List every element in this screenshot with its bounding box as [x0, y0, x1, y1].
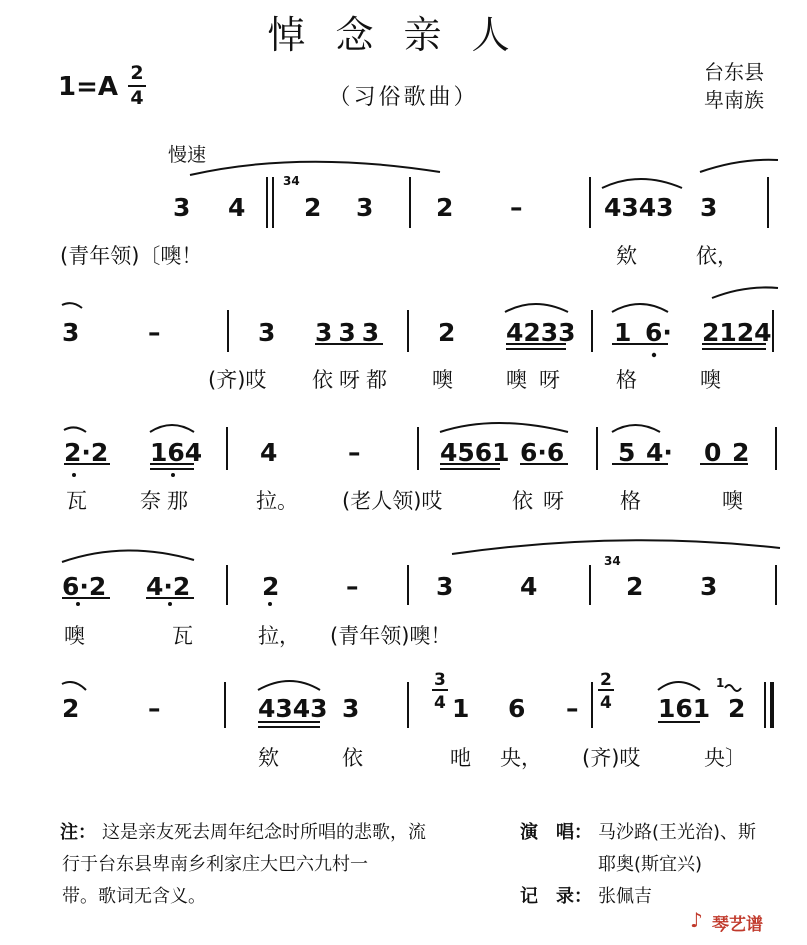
note: 6·	[645, 318, 672, 347]
note: 3	[342, 694, 360, 723]
lyric: 央〕	[704, 746, 746, 770]
note-group: 4343	[604, 193, 674, 222]
singer-names: 马沙路(王光治)、斯	[598, 822, 757, 843]
lyric: (齐)哎	[208, 368, 267, 392]
note: 3	[258, 318, 276, 347]
slur	[62, 682, 86, 690]
dash: –	[148, 318, 161, 347]
slur	[712, 287, 778, 298]
time-change-top: 3	[434, 670, 446, 690]
lyric: (青年领)噢！	[330, 624, 452, 648]
recorder-name: 张佩吉	[598, 886, 652, 907]
lyric: 依呀	[512, 489, 574, 513]
lyric: 欸	[616, 244, 637, 268]
note: 3	[700, 193, 718, 222]
lyric: 吔	[450, 746, 471, 770]
grace-notes: 34	[283, 174, 300, 188]
note: 4·	[646, 438, 673, 467]
note-group: 4561	[440, 438, 510, 467]
lyric: 拉。	[256, 489, 298, 513]
note: 5	[618, 438, 636, 467]
note-group: 2·2	[64, 438, 109, 467]
lyric: 欸	[258, 746, 279, 770]
slur	[452, 540, 780, 554]
lyric: (青年领)〔噢！	[60, 244, 203, 268]
key-signature: 1=A	[58, 72, 118, 102]
time-signature-top: 2	[130, 62, 144, 84]
slur	[700, 160, 778, 172]
watermark-logo: 琴艺谱	[712, 915, 763, 935]
lyric: 格	[616, 368, 637, 392]
lyric: 依，	[696, 244, 738, 268]
note-line: 这是亲友死去周年纪念时所唱的悲歌，流	[102, 822, 426, 843]
slur	[62, 303, 82, 308]
note-group: 4·2	[146, 572, 191, 601]
note-group: 161	[658, 694, 711, 723]
slur	[64, 427, 86, 432]
note: 3	[62, 318, 80, 347]
note: 2	[62, 694, 80, 723]
note: 4	[260, 438, 278, 467]
slur	[658, 682, 700, 690]
slur	[190, 162, 440, 175]
tempo-marking: 慢速	[168, 144, 207, 166]
lyric: 依呀都	[312, 368, 393, 392]
lyric: 奈那	[140, 489, 194, 513]
recorder-label: 记 录：	[520, 886, 592, 907]
singer-names-cont: 耶奥(斯宜兴)	[598, 854, 703, 875]
dash: –	[566, 694, 579, 723]
slur	[602, 179, 682, 188]
note: 6	[508, 694, 526, 723]
note: 2	[728, 694, 746, 723]
lyric: (老人领)哎	[342, 489, 443, 513]
note-group: 2124	[702, 318, 772, 347]
trill-mark	[725, 685, 741, 691]
lyric: 噢	[722, 489, 743, 513]
page-title: 悼念亲人	[267, 13, 540, 57]
note-group: 333	[315, 318, 386, 347]
lyric: 噢	[700, 368, 721, 392]
note: 2	[436, 193, 454, 222]
slur	[258, 681, 320, 690]
note: 2	[304, 193, 322, 222]
time-change-top: 2	[600, 670, 612, 690]
logo-icon: ♪	[690, 908, 703, 932]
note-label: 注：	[60, 822, 96, 843]
note-group: 164	[150, 438, 203, 467]
octave-dot	[72, 473, 76, 477]
octave-dot	[168, 602, 172, 606]
slur	[440, 423, 568, 432]
note: 0	[704, 438, 722, 467]
note: 1	[452, 694, 470, 723]
slur	[612, 304, 668, 312]
note: 2	[626, 572, 644, 601]
time-signature-bottom: 4	[130, 87, 144, 109]
octave-dot	[76, 602, 80, 606]
lyric: 格	[620, 489, 641, 513]
octave-dot	[268, 602, 272, 606]
note: 3	[700, 572, 718, 601]
slur	[612, 425, 660, 432]
note: 4	[520, 572, 538, 601]
dash: –	[346, 572, 359, 601]
note: 2	[732, 438, 750, 467]
note-line: 带。歌词无含义。	[62, 886, 206, 907]
note: 3	[436, 572, 454, 601]
time-change-bottom: 4	[600, 693, 612, 713]
octave-dot	[171, 473, 175, 477]
dash: –	[148, 694, 161, 723]
lyric: 噢呀	[506, 368, 572, 392]
note: 2	[438, 318, 456, 347]
note: 2	[262, 572, 280, 601]
lyric: 拉，	[258, 624, 300, 648]
note-group: 4343	[258, 694, 328, 723]
origin-county: 台东县	[704, 60, 764, 84]
lyric: 噢	[432, 368, 453, 392]
note-line: 行于台东县卑南乡利家庄大巴六九村一	[62, 854, 368, 875]
note: 3	[173, 193, 191, 222]
lyric: 央，	[500, 746, 542, 770]
dash: –	[510, 193, 523, 222]
singer-label: 演 唱：	[520, 822, 592, 843]
slur	[505, 304, 568, 312]
slur	[150, 425, 194, 432]
note-group: 4233	[506, 318, 576, 347]
time-change-bottom: 4	[434, 693, 446, 713]
grace-notes: 34	[604, 554, 621, 568]
note: 3	[356, 193, 374, 222]
octave-dot	[652, 353, 656, 357]
note-group: 6·6	[520, 438, 565, 467]
note-group: 6·2	[62, 572, 107, 601]
lyric: 瓦	[172, 624, 193, 648]
subtitle: （习俗歌曲）	[328, 85, 479, 110]
dash: –	[348, 438, 361, 467]
lyric: 噢	[64, 624, 85, 648]
note: 4	[228, 193, 246, 222]
lyric: 瓦	[66, 489, 87, 513]
note: 1	[614, 318, 632, 347]
origin-ethnic-group: 卑南族	[704, 88, 764, 112]
slur	[62, 550, 194, 562]
grace-notes: 1	[716, 676, 725, 690]
lyric: 依	[342, 746, 363, 770]
lyric: (齐)哎	[582, 746, 641, 770]
